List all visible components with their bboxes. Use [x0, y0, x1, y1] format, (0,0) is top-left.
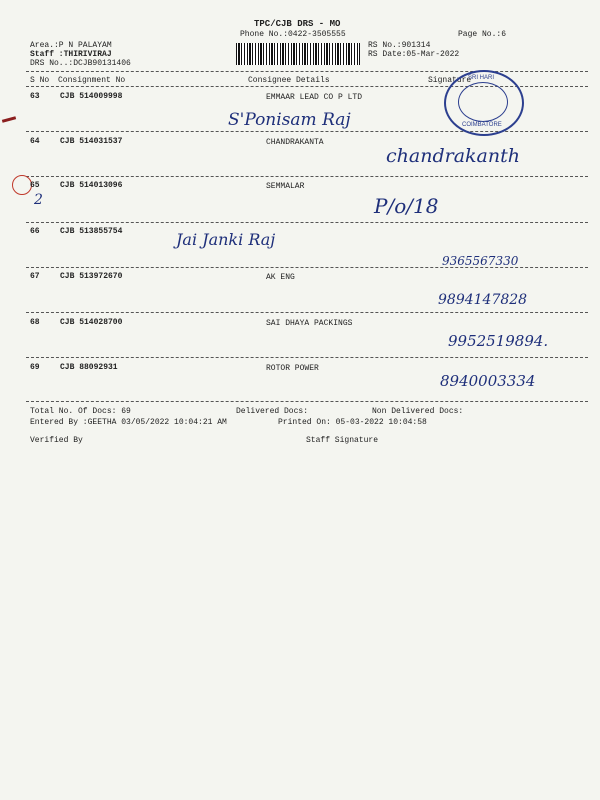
row-consignment: CJB 513855754	[60, 227, 123, 236]
row-consignee: ROTOR POWER	[266, 364, 319, 373]
printed-on: Printed On: 05-03-2022 10:04:58	[278, 418, 427, 427]
non-delivered-docs: Non Delivered Docs:	[372, 407, 464, 416]
col-signature: Signature	[428, 76, 472, 85]
rs-date: RS Date:05-Mar-2022	[368, 50, 460, 59]
handwritten-phone: 8940003334	[440, 372, 536, 390]
handwritten-mark: 2	[34, 192, 43, 208]
row-sno: 65	[30, 181, 40, 190]
row-consignment: CJB 513972670	[60, 272, 123, 281]
divider	[26, 176, 588, 177]
entered-by: Entered By :GEETHA 03/05/2022 10:04:21 AM	[30, 418, 227, 427]
handwritten-phone: 9894147828	[438, 292, 528, 308]
row-consignment: CJB 514013096	[60, 181, 123, 190]
row-consignment: CJB 514009998	[60, 92, 123, 101]
col-consignee: Consignee Details	[248, 76, 330, 85]
phone-number: Phone No.:0422-3505555	[240, 30, 346, 39]
divider	[26, 71, 588, 72]
staff-signature: Staff Signature	[306, 436, 379, 445]
stamp-text-top: SRI HARI	[468, 75, 495, 81]
page-number: Page No.:6	[458, 30, 507, 39]
handwritten-signature: chandrakanth	[386, 145, 520, 167]
circle-mark	[12, 175, 32, 195]
divider	[26, 312, 588, 313]
total-docs: Total No. Of Docs: 69	[30, 407, 131, 416]
row-sno: 68	[30, 318, 40, 327]
staff-label: Staff :THIRIVIRAJ	[30, 50, 112, 59]
divider	[26, 222, 588, 223]
row-sno: 64	[30, 137, 40, 146]
divider	[26, 357, 588, 358]
row-sno: 67	[30, 272, 40, 281]
row-sno: 69	[30, 363, 40, 372]
barcode	[236, 43, 360, 65]
divider	[26, 401, 588, 402]
rs-number: RS No.:901314	[368, 41, 431, 50]
delivered-docs: Delivered Docs:	[236, 407, 309, 416]
handwritten-phone: 9365567330	[442, 254, 519, 268]
row-sno: 63	[30, 92, 40, 101]
row-consignment: CJB 514031537	[60, 137, 123, 146]
margin-mark	[2, 116, 16, 123]
row-consignment: CJB 514028700	[60, 318, 123, 327]
handwritten-signature: Jai Janki Raj	[176, 230, 276, 249]
drs-number: DRS No..:DCJB90131406	[30, 59, 131, 68]
row-consignee: SEMMALAR	[266, 182, 305, 191]
company-stamp	[444, 70, 524, 136]
handwritten-signature: P/o/18	[374, 194, 439, 218]
handwritten-phone: 9952519894.	[448, 332, 549, 350]
divider	[26, 267, 588, 268]
col-sno: S No	[30, 76, 50, 85]
row-consignee: EMMAAR LEAD CO P LTD	[266, 93, 363, 102]
row-consignee: CHANDRAKANTA	[266, 138, 324, 147]
stamp-inner-ring	[458, 82, 508, 122]
row-consignment: CJB 88092931	[60, 363, 118, 372]
document-title: TPC/CJB DRS - MO	[254, 19, 341, 29]
area-label: Area.:P N PALAYAM	[30, 41, 112, 50]
verified-by: Verified By	[30, 436, 83, 445]
row-sno: 66	[30, 227, 40, 236]
handwritten-signature: S'Ponisam Raj	[228, 110, 351, 130]
col-consignment: Consignment No	[58, 76, 126, 85]
row-consignee: SAI DHAYA PACKINGS	[266, 319, 353, 328]
stamp-text-bottom: COIMBATORE	[462, 122, 502, 128]
row-consignee: AK ENG	[266, 273, 295, 282]
